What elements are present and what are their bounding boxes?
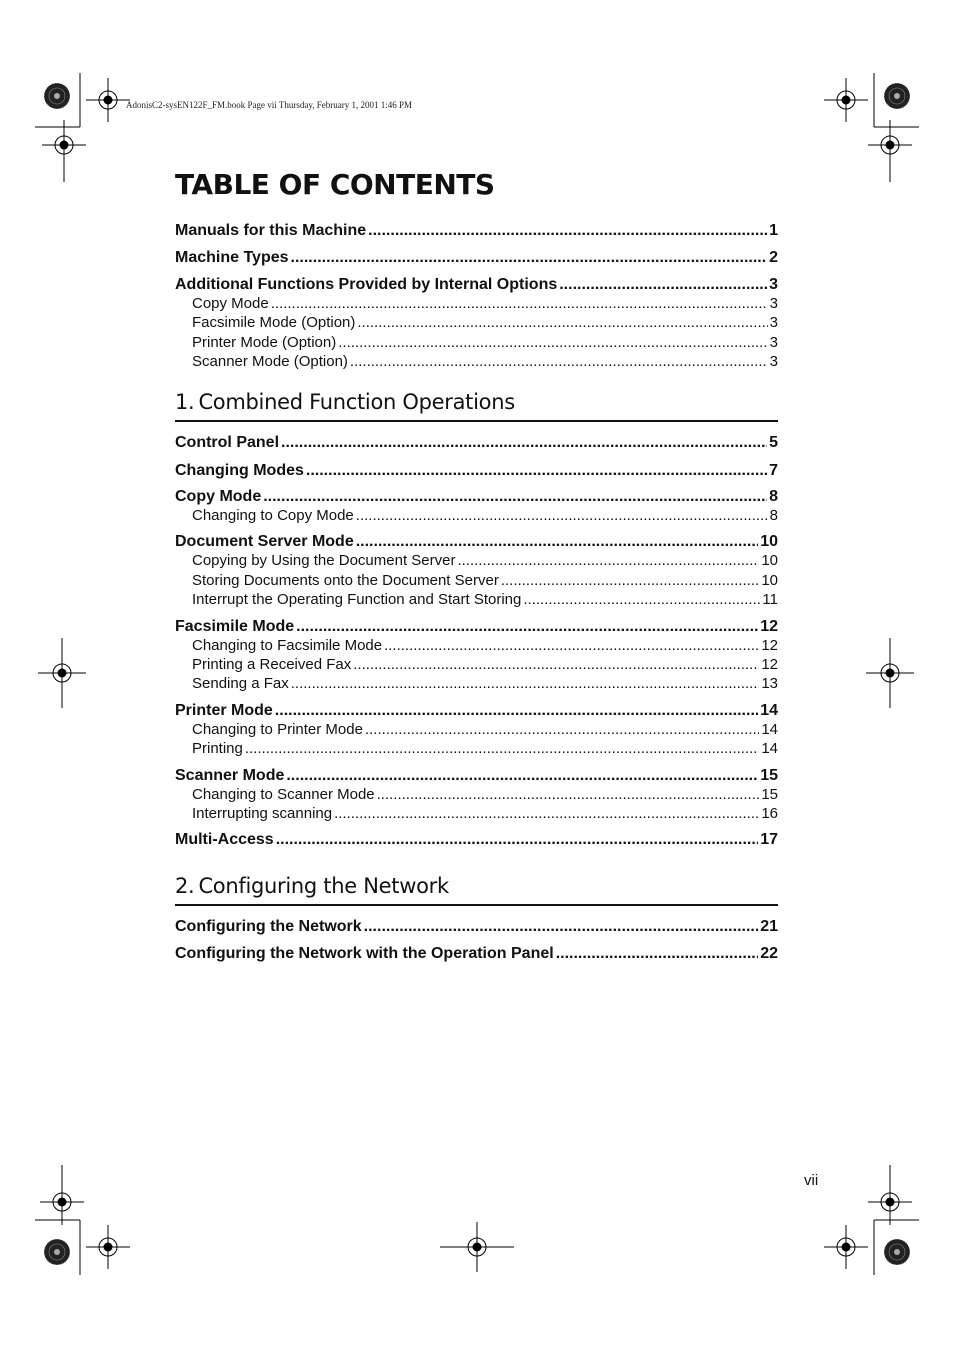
star-target-bottom-right <box>884 1239 910 1265</box>
toc-subentry[interactable]: Printing ..... 14 <box>175 739 778 758</box>
toc-front-section <box>175 221 778 372</box>
star-target-top-right <box>884 83 910 109</box>
chapter-2-heading: 2. Configuring the Network <box>175 874 778 906</box>
toc-chapter-2-section <box>175 917 778 963</box>
toc-subentry[interactable]: Interrupting scanning ..... 16 <box>175 804 778 823</box>
toc-subentry[interactable]: Printing a Received Fax ..... 12 <box>175 655 778 674</box>
toc-entry[interactable]: Configuring the Network with the Operation Panel ..... 22 <box>175 944 778 963</box>
registration-mark-top-right <box>824 78 868 122</box>
toc-subentry[interactable]: Copying by Using the Document Server ..... 10 <box>175 551 778 570</box>
toc-entry[interactable]: Document Server Mode ..... 10 <box>175 532 778 551</box>
registration-mark-bottom-right <box>824 1225 868 1269</box>
star-target-top-left <box>44 83 70 109</box>
toc-entry[interactable]: Facsimile Mode ..... 12 <box>175 617 778 636</box>
toc-entry[interactable]: Configuring the Network ..... 21 <box>175 917 778 936</box>
toc-subentry[interactable]: Facsimile Mode (Option) ..... 3 <box>175 313 778 332</box>
toc-subentry[interactable]: Scanner Mode (Option) ..... 3 <box>175 352 778 371</box>
registration-mark-top-left <box>86 78 130 122</box>
toc-entry[interactable]: Printer Mode ..... 14 <box>175 701 778 720</box>
star-target-bottom-left <box>44 1239 70 1265</box>
page-number: vii <box>804 1172 819 1189</box>
toc-subentry[interactable]: Printer Mode (Option) ..... 3 <box>175 333 778 352</box>
toc-entry[interactable]: Control Panel ..... 5 <box>175 433 778 452</box>
toc-entry[interactable]: Additional Functions Provided by Internal Options ..... 3 <box>175 275 778 294</box>
toc-subentry[interactable]: Storing Documents onto the Document Server ..... 10 <box>175 571 778 590</box>
registration-mark-bottom-left <box>86 1225 130 1269</box>
toc-subentry[interactable]: Copy Mode ..... 3 <box>175 294 778 313</box>
toc-chapter-1-section <box>175 433 778 849</box>
toc-entry[interactable]: Multi-Access ..... 17 <box>175 830 778 849</box>
toc-subentry[interactable]: Sending a Fax ..... 13 <box>175 674 778 693</box>
toc-subentry[interactable]: Changing to Facsimile Mode ..... 12 <box>175 636 778 655</box>
toc-entry[interactable]: Changing Modes ..... 7 <box>175 461 778 480</box>
toc-entry[interactable]: Machine Types ..... 2 <box>175 248 778 267</box>
toc-subentry[interactable]: Interrupt the Operating Function and Start Storing ..... 11 <box>175 590 778 609</box>
chapter-1-heading: 1. Combined Function Operations <box>175 390 778 422</box>
print-header-line: AdonisC2-sysEN122F_FM.book Page vii Thursday, February 1, 2001 1:46 PM <box>126 100 413 110</box>
toc-entry[interactable]: Scanner Mode ..... 15 <box>175 766 778 785</box>
toc-entry[interactable]: Manuals for this Machine ..... 1 <box>175 221 778 240</box>
page-title: TABLE OF CONTENTS <box>175 168 495 201</box>
toc-subentry[interactable]: Changing to Printer Mode ..... 14 <box>175 720 778 739</box>
toc-subentry[interactable]: Changing to Copy Mode ..... 8 <box>175 506 778 525</box>
toc-entry[interactable]: Copy Mode ..... 8 <box>175 487 778 506</box>
toc-subentry[interactable]: Changing to Scanner Mode ..... 15 <box>175 785 778 804</box>
